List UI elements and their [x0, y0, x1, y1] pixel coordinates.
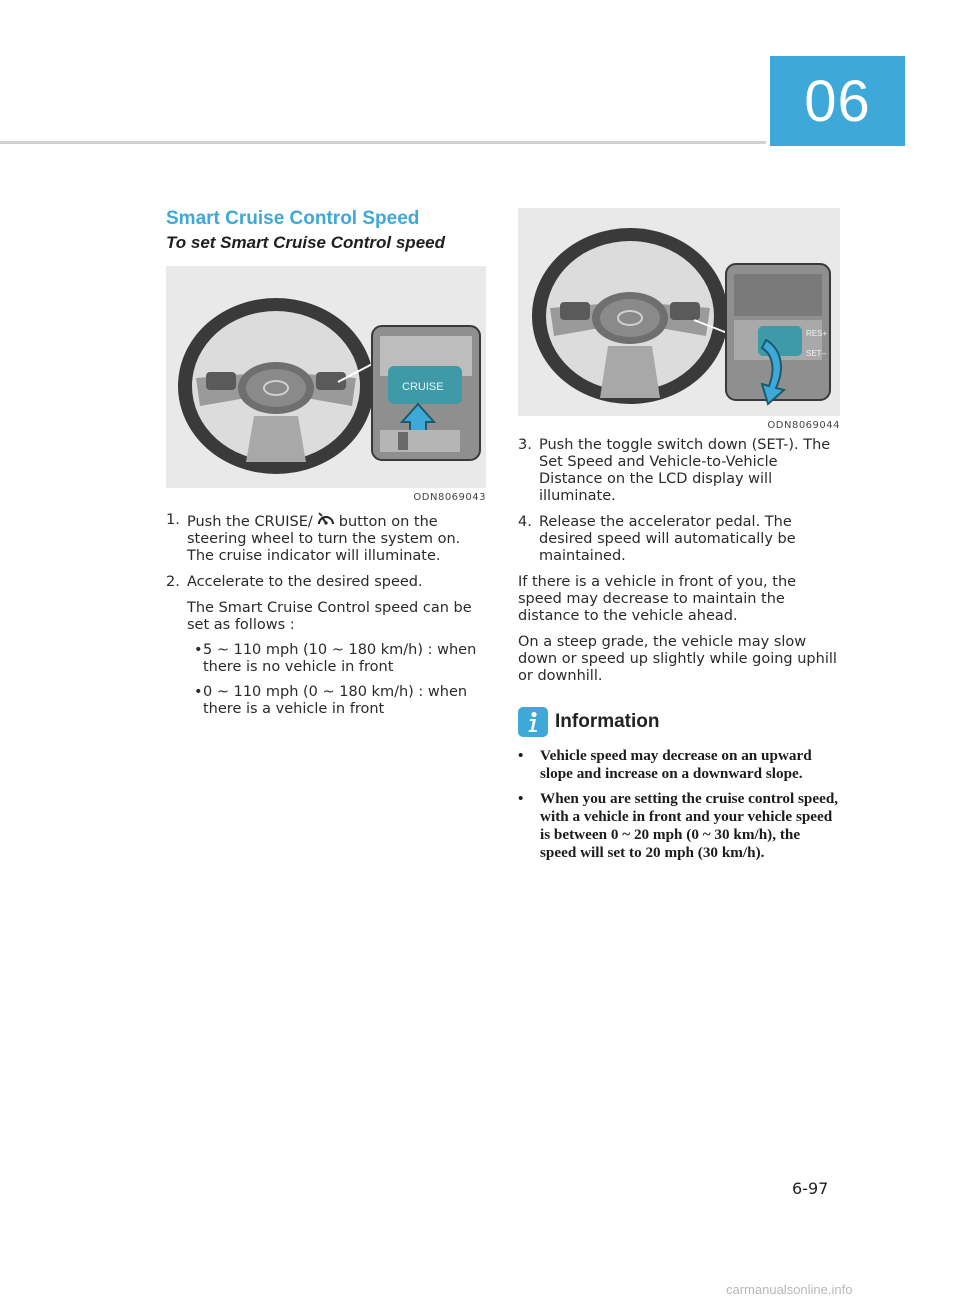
- figure-code-1: ODN8069043: [413, 492, 486, 503]
- bullet-dot: •: [194, 642, 203, 658]
- subsection-title: To set Smart Cruise Control speed: [166, 233, 445, 252]
- chapter-tab: 06: [770, 56, 905, 146]
- callout-set-label: SET–: [806, 349, 827, 358]
- step-number: 1.: [166, 512, 180, 528]
- step-2: [166, 574, 486, 591]
- page-number: 6-97: [792, 1179, 829, 1198]
- callout-cruise-label: CRUISE: [402, 381, 444, 393]
- speed-range-item: [194, 684, 486, 718]
- paragraph-steep-grade: On a steep grade, the vehicle may slow down or speed up slightly while going uphill or downhill.: [518, 634, 837, 684]
- step-text: Accelerate to the desired speed.: [187, 574, 423, 590]
- bullet-dot: •: [194, 684, 203, 700]
- paragraph-vehicle-ahead: If there is a vehicle in front of you, the speed may decrease to maintain the distance to the vehicle ahead.: [518, 574, 797, 624]
- steering-wheel-figure-2: [518, 208, 840, 416]
- cruise-speedometer-icon: [316, 512, 336, 528]
- information-icon: [518, 707, 548, 737]
- header-rule: [0, 141, 766, 144]
- section-title: Smart Cruise Control Speed: [166, 208, 420, 229]
- left-column: [166, 206, 486, 718]
- step-text-before: Push the CRUISE/: [187, 514, 313, 530]
- toggle-switch-illustration: [518, 208, 840, 416]
- step-text: [187, 512, 486, 565]
- bullet-dot: •: [518, 747, 524, 764]
- bullet-text: 0 ~ 110 mph (0 ~ 180 km/h) : when there is a vehicle in front: [203, 684, 468, 717]
- right-column: [518, 208, 840, 862]
- steering-wheel-figure-1: [166, 266, 486, 488]
- step-text: Release the accelerator pedal. The desired speed will automatically be maintained.: [539, 514, 796, 564]
- information-text: Vehicle speed may decrease on an upward slope and increase on a downward slope.: [540, 747, 812, 782]
- step-text-after: button on the steering wheel to turn the system on. The cruise indicator will illuminate.: [187, 514, 461, 564]
- information-item: [518, 747, 840, 783]
- figure-code-2: ODN8069044: [767, 420, 840, 431]
- information-text: When you are setting the cruise control speed, with a vehicle in front and your vehicle speed is between 0 ~ 20 mph (0 ~ 30 km/h), the speed will set to 20 mph (30 km/h).: [540, 790, 839, 861]
- information-title: Information: [555, 711, 660, 732]
- information-header: [518, 707, 840, 737]
- step-number: 4.: [518, 514, 532, 530]
- step-number: 2.: [166, 574, 180, 590]
- bullet-text: 5 ~ 110 mph (10 ~ 180 km/h) : when there is no vehicle in front: [203, 642, 477, 675]
- callout-res-label: RES+: [806, 329, 828, 338]
- information-list: [518, 747, 840, 862]
- speed-range-item: [194, 642, 486, 676]
- information-item: [518, 790, 840, 862]
- step-1: [166, 512, 486, 565]
- step-3: [518, 437, 840, 505]
- step-4: [518, 514, 840, 565]
- step-number: 3.: [518, 437, 532, 453]
- steering-wheel-illustration: [166, 266, 486, 488]
- speed-range-intro: The Smart Cruise Control speed can be set as follows :: [187, 600, 472, 633]
- step-text: Push the toggle switch down (SET-). The Set Speed and Vehicle-to-Vehicle Distance on the LCD display will illuminate.: [539, 437, 831, 504]
- watermark: carmanualsonline.info: [726, 1282, 853, 1297]
- bullet-dot: •: [518, 790, 524, 807]
